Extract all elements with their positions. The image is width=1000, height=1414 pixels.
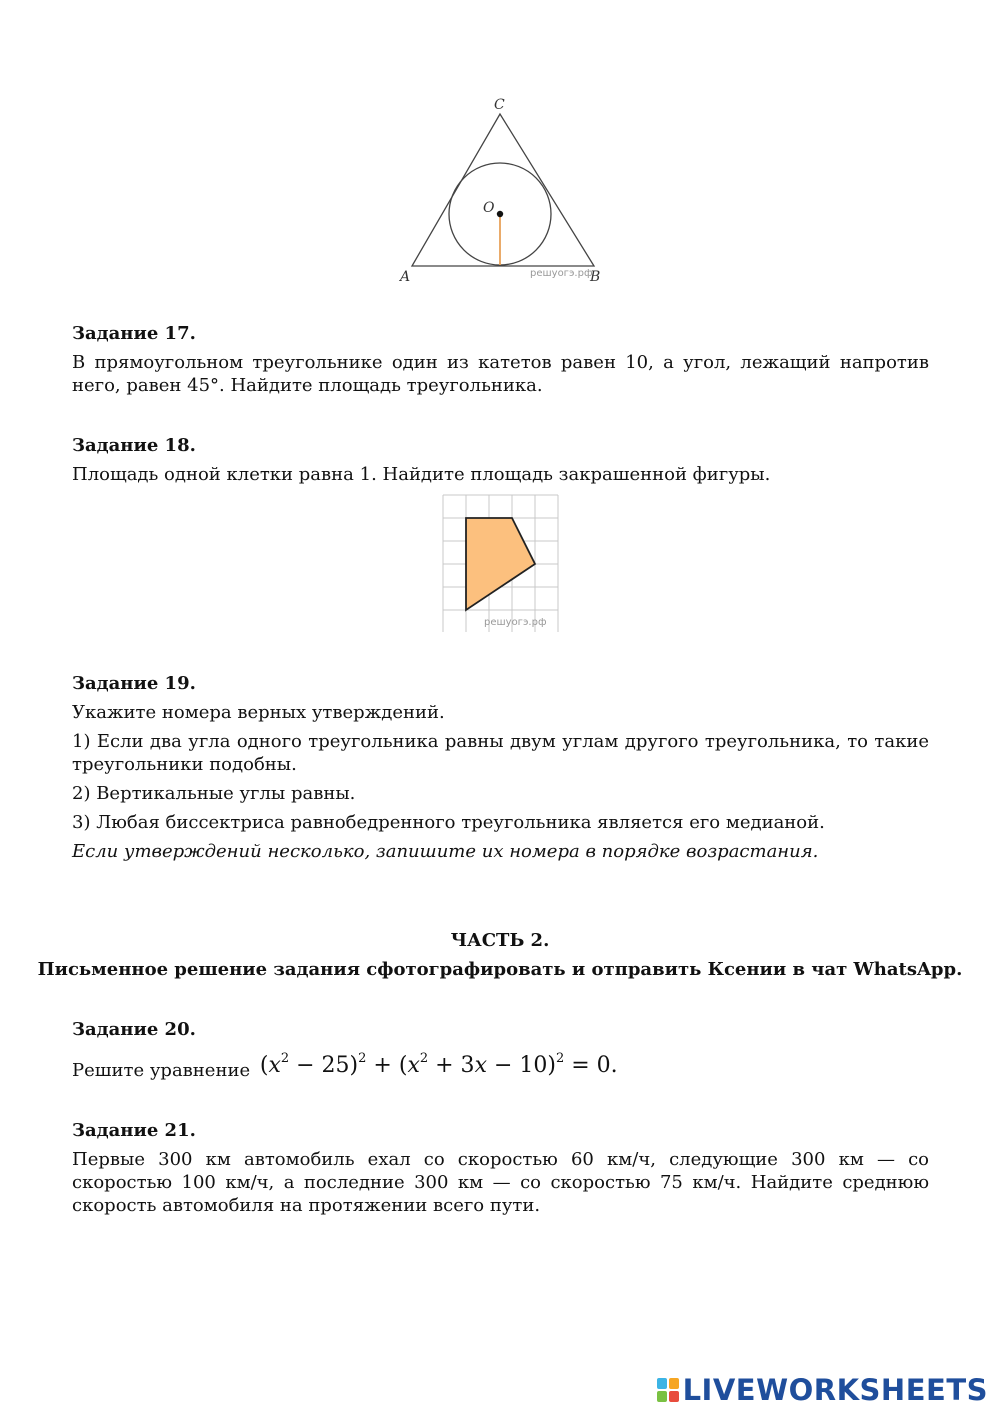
task-17-title: Задание 17.	[72, 323, 196, 344]
brand-text: LIVEWORKSHEETS	[682, 1373, 988, 1407]
statement-item: 1) Если два угла одного треугольника равны двум углам другого треугольника, то такие треугольники подобны.	[72, 731, 929, 775]
watermark-text: решуогэ.рф	[530, 268, 593, 279]
statement-item: 2) Вертикальные углы равны.	[72, 783, 356, 804]
task-21-title: Задание 21.	[72, 1120, 196, 1141]
liveworksheets-logo	[657, 1373, 988, 1407]
label-c: C	[494, 97, 505, 113]
label-o: O	[483, 200, 495, 216]
task-20-title: Задание 20.	[72, 1019, 196, 1040]
task-17-text: В прямоугольном треугольнике один из катетов равен 10, а угол, лежащий напротив него, равен 45°. Найдите площадь треугольника.	[72, 352, 929, 396]
label-b: B	[590, 269, 601, 285]
triangle-inscribed-circle-figure	[390, 92, 620, 288]
task-19-intro: Укажите номера верных утверждений.	[72, 702, 445, 723]
task-21	[72, 1119, 929, 1217]
task-18	[72, 434, 929, 486]
triangle	[412, 114, 594, 266]
watermark-text: решуогэ.рф	[484, 617, 547, 628]
part-2-title: ЧАСТЬ 2.	[450, 930, 550, 951]
task-20-text: Решите уравнение	[72, 1060, 251, 1081]
grid-shape-figure	[442, 494, 560, 632]
task-21-text: Первые 300 км автомобиль ехал со скоростью 60 км/ч, следующие 300 км — со скоростью 100 км/ч, а последние 300 км — со скоростью 75 км/ч. Найдите среднюю скорость автомобиля на протяжении всего пути.	[72, 1149, 929, 1216]
task-19	[72, 672, 929, 863]
task-20	[72, 1018, 929, 1082]
task-18-title: Задание 18.	[72, 435, 196, 456]
shaded-shape	[466, 518, 535, 610]
statement-item: 3) Любая биссектриса равнобедренного треугольника является его медианой.	[72, 812, 825, 833]
task-20-line	[72, 1047, 929, 1082]
label-a: A	[400, 269, 411, 285]
task-19-note: Если утверждений несколько, запишите их номера в порядке возрастания.	[72, 841, 819, 862]
task-18-text: Площадь одной клетки равна 1. Найдите площадь закрашенной фигуры.	[72, 464, 771, 485]
center-point	[497, 211, 503, 217]
liveworksheets-icon	[657, 1378, 679, 1402]
task-19-title: Задание 19.	[72, 673, 196, 694]
part-2-subtitle: Письменное решение задания сфотографировать и отправить Ксении в чат WhatsApp.	[37, 959, 963, 980]
task-17	[72, 322, 929, 397]
equation: $(x^2 - 25)^2 + (x^2 + 3x - 10)^2 = 0$.	[259, 1051, 618, 1078]
